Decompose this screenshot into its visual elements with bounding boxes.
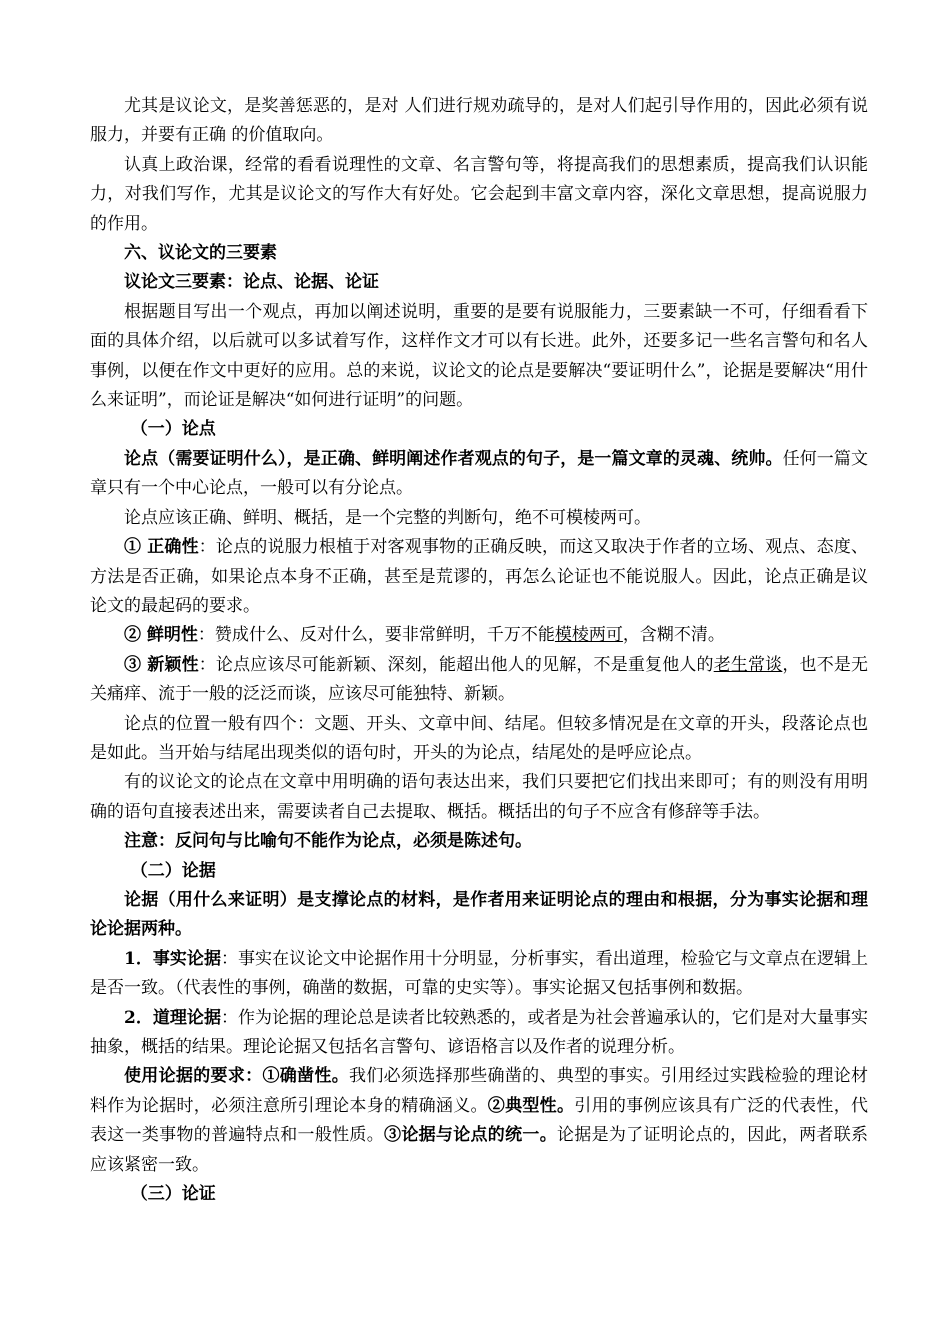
item-text: ：事实在议论文中论据作用十分明显，分析事实，看出道理，检验它与文章点在逻辑上是否一致。（代表性的事例，确凿的数据，可靠的史实等）。事实论据又包括事例和数据。: [90, 948, 868, 999]
subsection-heading: （三）论证: [130, 1184, 216, 1205]
bold-statement: 论据（用什么来证明）是支撑论点的材料，是作者用来证明论点的理由和根据，分为事实论据和理论论据两种。: [90, 889, 868, 940]
section-heading: 六、议论文的三要素: [124, 243, 277, 264]
note: 注意：反问句与比喻句不能作为论点，必须是陈述句。: [124, 831, 532, 852]
paragraph: [90, 445, 868, 504]
item-text: ：论点应该尽可能新颖、深刻，能超出他人的见解，不是重复他人的: [198, 654, 714, 675]
item-label: 1．事实论据: [124, 948, 221, 969]
requirements-paragraph: [90, 1062, 868, 1180]
item-label: ② 鲜明性: [124, 625, 198, 646]
paragraph: 论点应该正确、鲜明、概括，是一个完整的判断句，绝不可模棱两可。: [124, 507, 651, 528]
subheading: 议论文三要素：论点、论据、论证: [124, 272, 379, 293]
item-text: ：赞成什么、反对什么，要非常鲜明，千万不能: [197, 625, 555, 646]
item-label: ③论据与论点的统一。: [384, 1125, 557, 1146]
list-item: [90, 651, 868, 710]
bold-statement: 论点（需要证明什么），是正确、鲜明阐述作者观点的句子，是一篇文章的灵魂、统帅。: [124, 448, 783, 469]
paragraph: 有的议论文的论点在文章中用明确的语句表达出来，我们只要把它们找出来即可；有的则没有用明确的语句直接表述出来，需要读者自己去提取、概括。概括出的句子不应含有修辞等手法。: [90, 772, 868, 822]
item-label: 2．道理论据: [124, 1007, 221, 1028]
item-text: 论据是为了证明论点的，因此，两者联系应该紧密一致。: [90, 1125, 869, 1175]
document-page: [90, 92, 868, 1209]
paragraph: 根据题目写出一个观点，再加以阐述说明，重要的是要有说服能力，三要素缺一不可，仔细看看下面的具体介绍，以后就可以多试着写作，这样作文才可以有长进。此外，还要多记一些名言警句和名人事例，以便在作文中更好的应用。总的来说，议论文的论点是要解决“要证明什么”，论据是要解决“用什么来证明”，而论证是解决“如何进行证明”的问题。: [90, 301, 868, 411]
list-item: [90, 621, 868, 650]
item-text: 我们必须选择那些确凿的、典型的事实。引用经过实践检验的理论材料作为论据时，必须注意所引理论本身的精确涵义。: [90, 1066, 869, 1116]
paragraph-text: 任何一篇文章只有一个中心论点，一般可以有分论点。: [90, 448, 869, 499]
subsection-heading: （一）论点: [130, 419, 216, 440]
item-text: ，含糊不清。: [622, 625, 725, 646]
paragraph: 论点的位置一般有四个：文题、开头、文章中间、结尾。但较多情况是在文章的开头，段落论点也是如此。当开始与结尾出现类似的语句时，开头的为论点，结尾处的是呼应论点。: [90, 713, 868, 763]
list-item: [90, 1004, 868, 1063]
item-text: ：论点的说服力根植于对客观事物的正确反映，而这又取决于作者的立场、观点、态度、方法是否正确，如果论点本身不正确，甚至是荒谬的，再怎么论证也不能说服人。因此，论点正确是议论文的最起码的要求。: [90, 537, 869, 616]
paragraph: 认真上政治课，经常的看看说理性的文章、名言警句等，将提高我们的思想素质，提高我们认识能力，对我们写作，尤其是议论文的写作大有好处。它会起到丰富文章内容，深化文章思想，提高说服力的作用。: [90, 154, 868, 234]
underlined-term: 模棱两可: [554, 625, 623, 646]
item-text: 引用的事例应该具有广泛的代表性，代表这一类事物的普遍特点和一般性质。: [90, 1095, 869, 1146]
subsection-heading: （二）论据: [130, 860, 216, 881]
item-label: ①确凿性。: [262, 1066, 350, 1087]
item-label: 使用论据的要求：: [124, 1066, 263, 1087]
item-label: ③ 新颖性: [124, 654, 199, 675]
list-item: [90, 945, 868, 1004]
paragraph: 尤其是议论文，是奖善惩恶的，是对 人们进行规劝疏导的，是对人们起引导作用的，因此必须有说服力，并要有正确 的价值取向。: [90, 96, 868, 146]
item-label: ① 正确性: [124, 537, 199, 558]
list-item: [90, 533, 868, 621]
item-text: ，也不是无关痛痒、流于一般的泛泛而谈，应该尽可能独特、新颖。: [90, 654, 869, 705]
underlined-term: 老生常谈: [713, 654, 783, 675]
item-label: ②典型性。: [487, 1095, 575, 1116]
item-text: ：作为论据的理论总是读者比较熟悉的，或者是为社会普遍承认的，它们是对大量事实抽象，概括的结果。理论论据又包括名言警句、谚语格言以及作者的说理分析。: [90, 1007, 868, 1057]
